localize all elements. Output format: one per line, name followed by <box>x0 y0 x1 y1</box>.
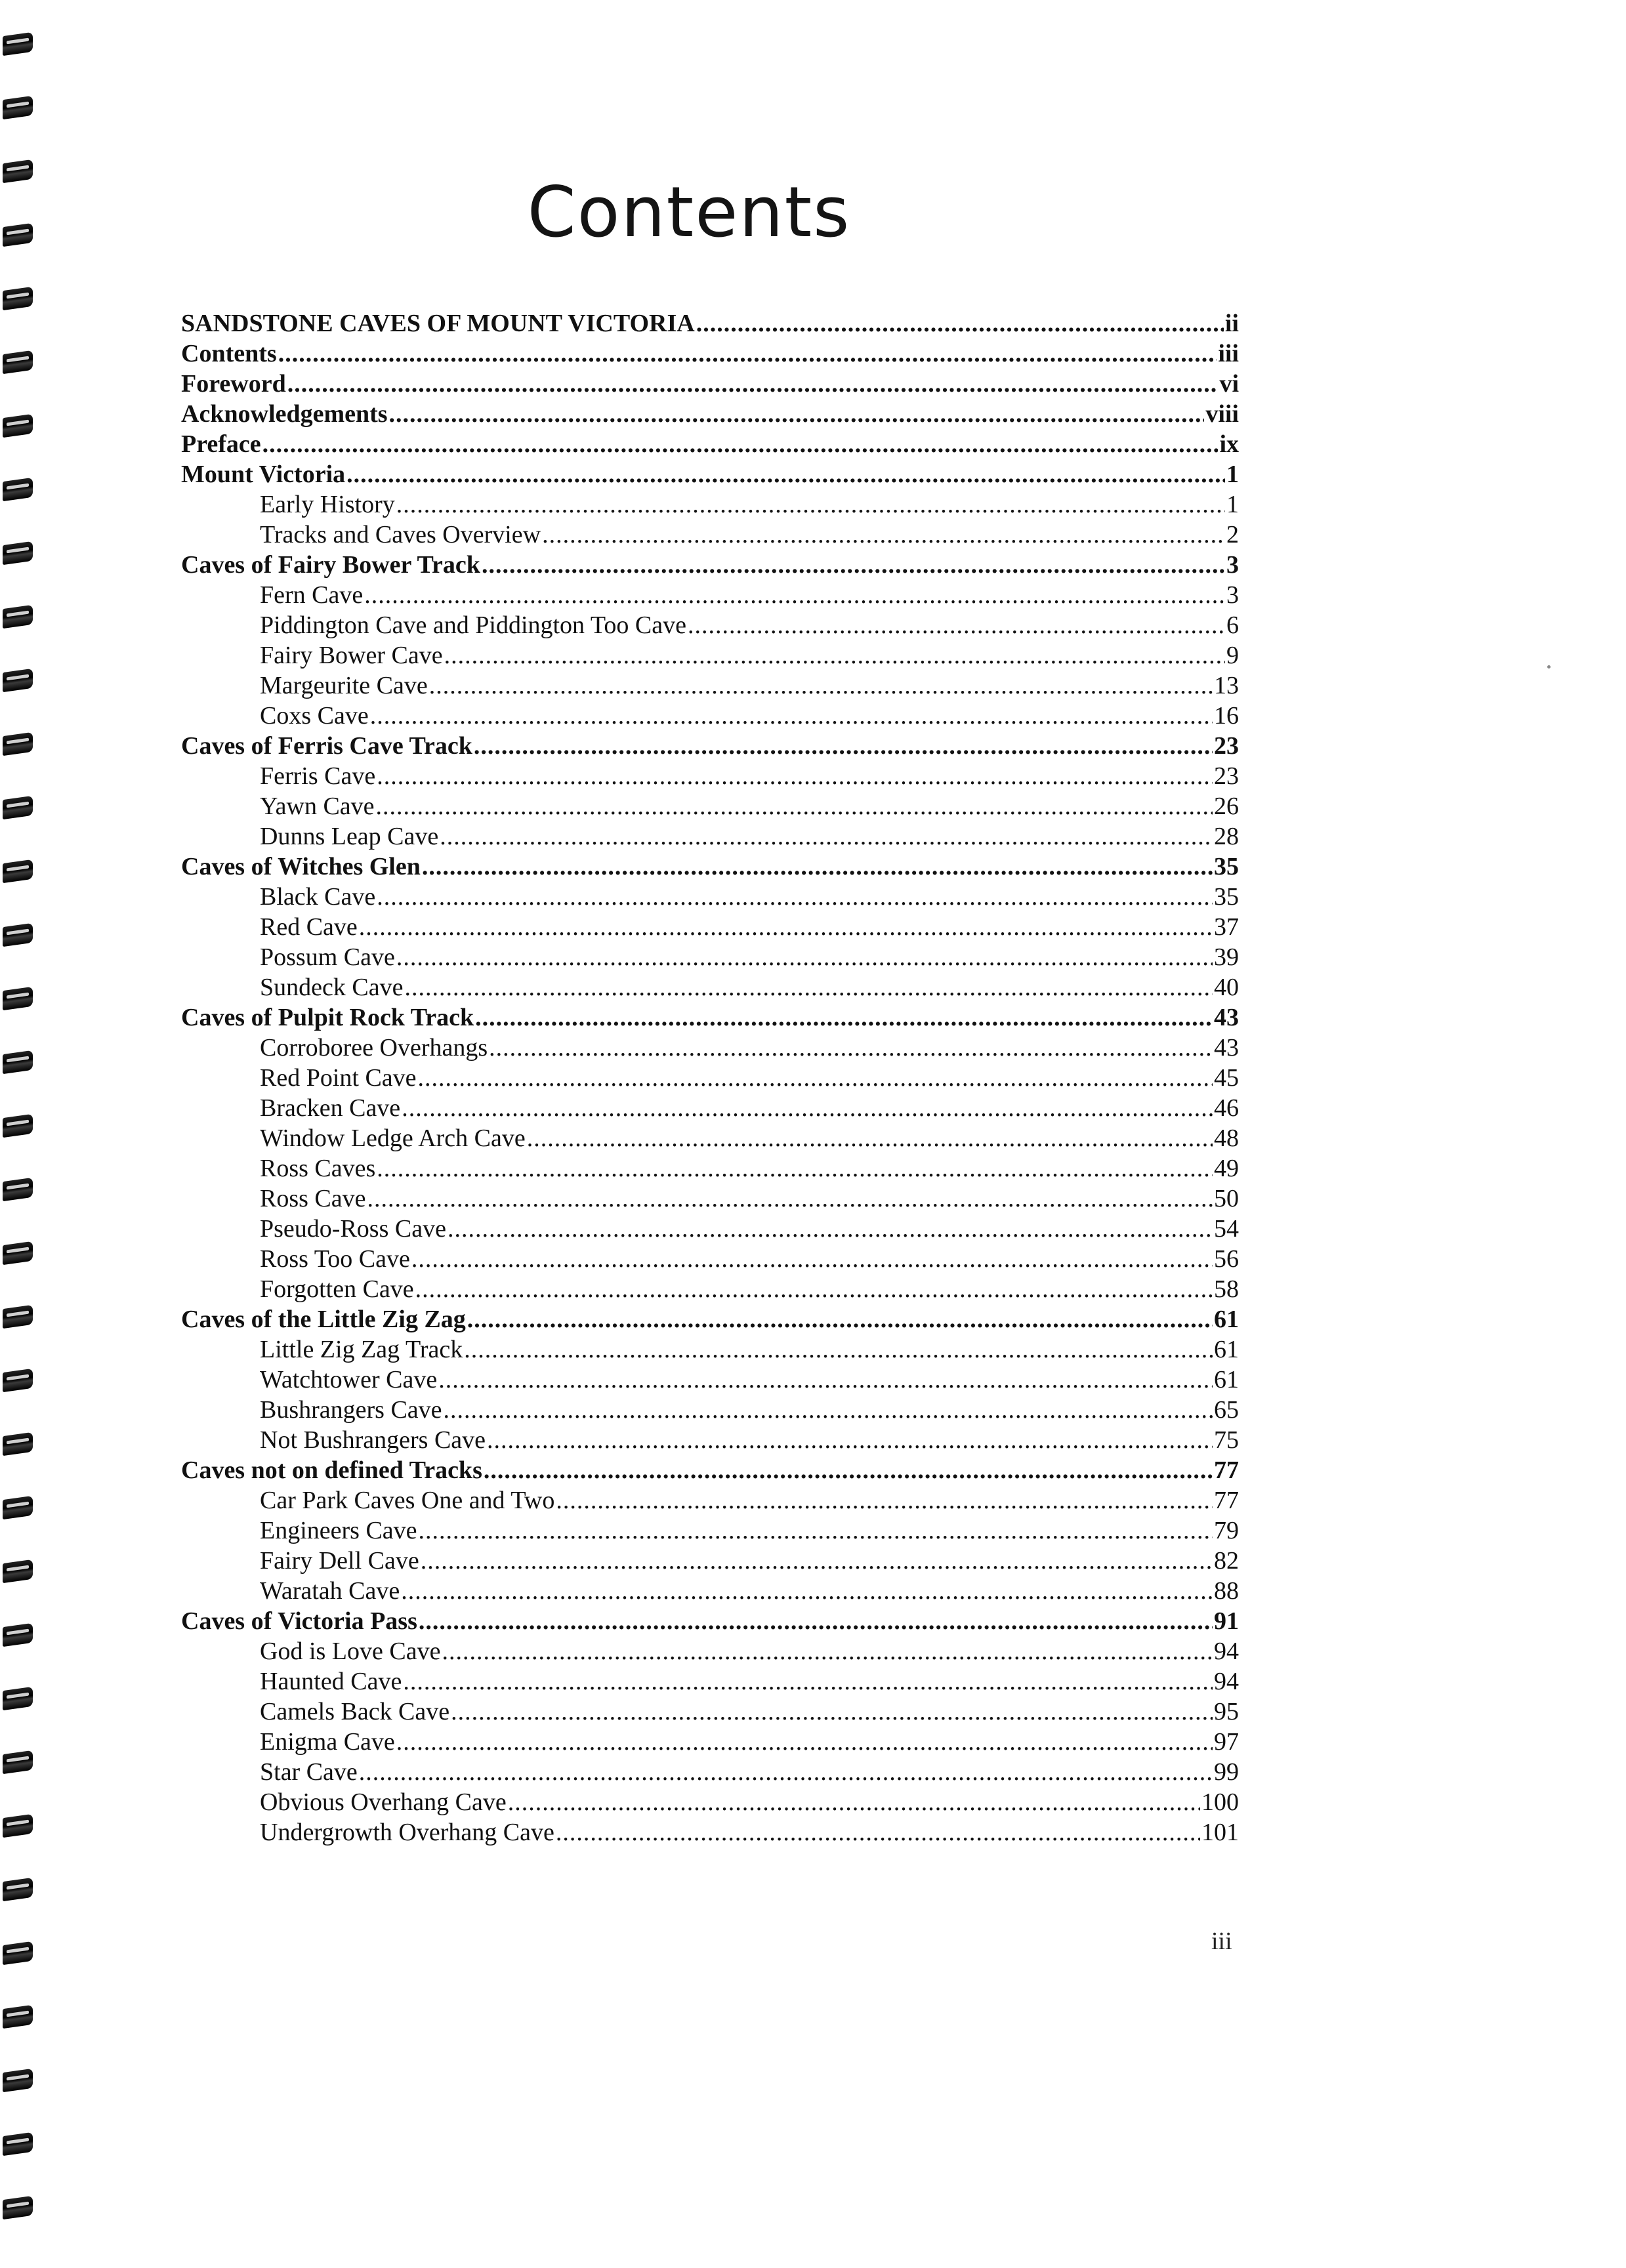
toc-subsection-entry[interactable] <box>181 1485 1239 1515</box>
toc-subsection-entry[interactable] <box>181 1546 1239 1576</box>
toc-subsection-entry[interactable] <box>181 1365 1239 1395</box>
toc-subsection-entry[interactable] <box>181 1576 1239 1606</box>
toc-entry-page: 95 <box>1214 1698 1239 1725</box>
binding-ring <box>3 32 33 56</box>
toc-entry-label: Possum Cave <box>260 943 395 971</box>
toc-dot-leader <box>448 1214 1213 1244</box>
toc-section-entry[interactable] <box>181 429 1239 459</box>
toc-subsection-entry[interactable] <box>181 972 1239 1002</box>
toc-entry-page: 65 <box>1214 1396 1239 1424</box>
toc-dot-leader <box>451 1697 1213 1727</box>
toc-entry-page: 88 <box>1214 1577 1239 1605</box>
toc-entry-label: Acknowledgements <box>181 400 388 428</box>
toc-entry-page: 97 <box>1214 1728 1239 1756</box>
toc-entry-page: 61 <box>1214 1336 1239 1363</box>
binding-ring <box>3 414 33 438</box>
toc-dot-leader <box>418 1063 1213 1093</box>
toc-subsection-entry[interactable] <box>181 912 1239 942</box>
toc-subsection-entry[interactable] <box>181 640 1239 670</box>
binding-ring <box>3 1050 33 1074</box>
toc-entry-label: Red Point Cave <box>260 1064 417 1092</box>
toc-entry-page: 100 <box>1201 1788 1239 1816</box>
toc-dot-leader <box>442 1636 1213 1666</box>
toc-entry-page: 56 <box>1214 1245 1239 1273</box>
toc-entry-label: Car Park Caves One and Two <box>260 1487 555 1514</box>
binding-ring <box>3 732 33 756</box>
binding-ring <box>3 541 33 565</box>
toc-dot-leader <box>688 610 1225 640</box>
toc-subsection-entry[interactable] <box>181 1636 1239 1666</box>
toc-dot-leader <box>359 912 1213 942</box>
toc-entry-label: Obvious Overhang Cave <box>260 1788 507 1816</box>
binding-ring <box>3 96 33 119</box>
toc-subsection-entry[interactable] <box>181 1757 1239 1787</box>
toc-entry-page: 40 <box>1214 974 1239 1001</box>
binding-ring <box>3 478 33 501</box>
toc-dot-leader <box>475 1002 1213 1033</box>
toc-subsection-entry[interactable] <box>181 1395 1239 1425</box>
binding-ring <box>3 796 33 819</box>
toc-entry-label: Fairy Bower Cave <box>260 642 443 669</box>
toc-entry-label: Caves of Victoria Pass <box>181 1607 417 1635</box>
toc-subsection-entry[interactable] <box>181 610 1239 640</box>
toc-dot-leader <box>377 1153 1213 1184</box>
toc-dot-leader <box>438 1365 1213 1395</box>
binding-ring <box>3 605 33 629</box>
toc-entry-page: ix <box>1219 430 1239 458</box>
toc-dot-leader <box>287 369 1219 399</box>
toc-dot-leader <box>376 791 1213 821</box>
toc-subsection-entry[interactable] <box>181 489 1239 520</box>
toc-subsection-entry[interactable] <box>181 670 1239 701</box>
toc-entry-page: 13 <box>1214 672 1239 699</box>
toc-dot-leader <box>440 821 1213 852</box>
toc-dot-leader <box>396 942 1213 972</box>
toc-subsection-entry[interactable] <box>181 701 1239 731</box>
toc-section-entry[interactable] <box>181 731 1239 761</box>
binding-ring <box>3 1750 33 1774</box>
toc-entry-page: 50 <box>1214 1185 1239 1212</box>
toc-entry-label: Ferris Cave <box>260 762 376 790</box>
toc-entry-label: Undergrowth Overhang Cave <box>260 1819 554 1846</box>
page-title: Contents <box>527 172 851 253</box>
toc-entry-label: Engineers Cave <box>260 1517 417 1544</box>
toc-subsection-entry[interactable] <box>181 1244 1239 1274</box>
toc-entry-label: Star Cave <box>260 1758 358 1786</box>
page-number: iii <box>1211 1928 1232 1955</box>
binding-ring <box>3 2069 33 2092</box>
toc-section-entry[interactable] <box>181 1606 1239 1636</box>
toc-entry-page: 1 <box>1226 491 1239 518</box>
toc-entry-label: Caves of the Little Zig Zag <box>181 1306 466 1333</box>
toc-subsection-entry[interactable] <box>181 942 1239 972</box>
toc-entry-label: Tracks and Caves Overview <box>260 521 541 548</box>
toc-entry-label: Caves of Witches Glen <box>181 853 421 880</box>
binding-ring <box>3 350 33 374</box>
toc-dot-leader <box>396 489 1225 520</box>
toc-entry-page: 37 <box>1214 913 1239 941</box>
binding-ring <box>3 1241 33 1265</box>
toc-subsection-entry[interactable] <box>181 1334 1239 1365</box>
toc-entry-label: Window Ledge Arch Cave <box>260 1124 526 1152</box>
toc-dot-leader <box>527 1123 1213 1153</box>
toc-entry-page: 48 <box>1214 1124 1239 1152</box>
toc-subsection-entry[interactable] <box>181 1214 1239 1244</box>
toc-subsection-entry[interactable] <box>181 580 1239 610</box>
toc-subsection-entry[interactable] <box>181 1033 1239 1063</box>
toc-entry-label: Corroboree Overhangs <box>260 1034 488 1062</box>
toc-entry-label: Bracken Cave <box>260 1094 401 1122</box>
toc-dot-leader <box>444 1395 1213 1425</box>
binding-ring <box>3 2196 33 2219</box>
toc-dot-leader <box>508 1787 1200 1817</box>
toc-dot-leader <box>278 339 1217 369</box>
toc-entry-label: Dunns Leap Cave <box>260 823 439 850</box>
toc-section-entry[interactable] <box>181 1002 1239 1033</box>
toc-entry-page: viii <box>1205 400 1239 428</box>
toc-dot-leader <box>487 1425 1213 1455</box>
toc-entry-page: 23 <box>1214 762 1239 790</box>
toc-entry-page: 54 <box>1214 1215 1239 1243</box>
toc-section-entry[interactable] <box>181 399 1239 429</box>
binding-ring <box>3 1623 33 1647</box>
toc-dot-leader <box>415 1274 1213 1304</box>
binding-ring <box>3 1878 33 1901</box>
toc-entry-label: Caves of Fairy Bower Track <box>181 551 480 579</box>
toc-entry-page: 94 <box>1214 1668 1239 1695</box>
toc-dot-leader <box>474 731 1213 761</box>
toc-entry-page: 35 <box>1214 883 1239 911</box>
toc-entry-page: 101 <box>1201 1819 1239 1846</box>
toc-dot-leader <box>419 1515 1213 1546</box>
toc-subsection-entry[interactable] <box>181 1123 1239 1153</box>
toc-entry-label: Sundeck Cave <box>260 974 404 1001</box>
binding-ring <box>3 287 33 310</box>
toc-subsection-entry[interactable] <box>181 1184 1239 1214</box>
toc-entry-page: ii <box>1224 310 1239 337</box>
toc-entry-label: Ross Too Cave <box>260 1245 410 1273</box>
toc-entry-page: 43 <box>1214 1004 1239 1031</box>
spiral-binding <box>0 0 39 2268</box>
toc-section-entry[interactable] <box>181 1304 1239 1334</box>
toc-dot-leader <box>404 972 1213 1002</box>
toc-entry-label: Piddington Cave and Piddington Too Cave <box>260 611 687 639</box>
binding-ring <box>3 1432 33 1456</box>
toc-entry-label: Enigma Cave <box>260 1728 395 1756</box>
toc-dot-leader <box>377 761 1213 791</box>
toc-dot-leader <box>482 550 1225 580</box>
toc-dot-leader <box>262 429 1219 459</box>
toc-dot-leader <box>421 1546 1213 1576</box>
binding-ring <box>3 1496 33 1519</box>
toc-entry-label: Caves not on defined Tracks <box>181 1456 482 1484</box>
toc-subsection-entry[interactable] <box>181 761 1239 791</box>
toc-entry-label: Caves of Ferris Cave Track <box>181 732 472 760</box>
toc-entry-page: 94 <box>1214 1638 1239 1665</box>
toc-entry-label: Not Bushrangers Cave <box>260 1426 486 1454</box>
toc-entry-label: SANDSTONE CAVES OF MOUNT VICTORIA <box>181 310 695 337</box>
toc-entry-label: Yawn Cave <box>260 793 375 820</box>
toc-dot-leader <box>364 580 1225 610</box>
toc-dot-leader <box>346 459 1225 489</box>
toc-entry-page: 58 <box>1214 1275 1239 1303</box>
binding-ring <box>3 1114 33 1138</box>
toc-dot-leader <box>467 1304 1213 1334</box>
toc-dot-leader <box>419 1606 1213 1636</box>
toc-entry-page: 82 <box>1214 1547 1239 1575</box>
toc-entry-page: 99 <box>1214 1758 1239 1786</box>
binding-ring <box>3 987 33 1010</box>
toc-entry-page: 91 <box>1214 1607 1239 1635</box>
toc-entry-page: 45 <box>1214 1064 1239 1092</box>
binding-ring <box>3 1178 33 1201</box>
binding-ring <box>3 2005 33 2029</box>
toc-entry-label: Mount Victoria <box>181 461 346 488</box>
table-of-contents <box>181 308 1239 1847</box>
toc-subsection-entry[interactable] <box>181 882 1239 912</box>
toc-subsection-entry[interactable] <box>181 791 1239 821</box>
toc-dot-leader <box>403 1666 1213 1697</box>
toc-entry-label: Ross Caves <box>260 1155 376 1182</box>
toc-entry-label: Fern Cave <box>260 581 364 609</box>
toc-dot-leader <box>367 1184 1213 1214</box>
toc-entry-label: Watchtower Cave <box>260 1366 438 1393</box>
toc-dot-leader <box>429 670 1213 701</box>
toc-entry-label: Fairy Dell Cave <box>260 1547 419 1575</box>
toc-entry-page: 2 <box>1226 521 1239 548</box>
toc-entry-label: Little Zig Zag Track <box>260 1336 463 1363</box>
toc-entry-label: God is Love Cave <box>260 1638 441 1665</box>
toc-entry-page: 1 <box>1226 461 1239 488</box>
toc-dot-leader <box>359 1757 1213 1787</box>
toc-dot-leader <box>556 1485 1213 1515</box>
toc-dot-leader <box>484 1455 1213 1485</box>
toc-entry-label: Waratah Cave <box>260 1577 400 1605</box>
toc-entry-page: 79 <box>1214 1517 1239 1544</box>
toc-entry-page: 16 <box>1214 702 1239 730</box>
toc-entry-label: Haunted Cave <box>260 1668 402 1695</box>
binding-ring <box>3 1687 33 1710</box>
toc-entry-page: 3 <box>1226 581 1239 609</box>
toc-entry-page: 23 <box>1214 732 1239 760</box>
toc-dot-leader <box>696 308 1224 339</box>
toc-dot-leader <box>542 520 1225 550</box>
toc-entry-page: 61 <box>1214 1306 1239 1333</box>
toc-section-entry[interactable] <box>181 339 1239 369</box>
binding-ring <box>3 1305 33 1329</box>
toc-dot-leader <box>377 882 1213 912</box>
toc-dot-leader <box>556 1817 1200 1847</box>
toc-entry-label: Forgotten Cave <box>260 1275 414 1303</box>
toc-section-entry[interactable] <box>181 550 1239 580</box>
toc-subsection-entry[interactable] <box>181 1515 1239 1546</box>
toc-entry-page: 35 <box>1214 853 1239 880</box>
toc-dot-leader <box>401 1576 1213 1606</box>
toc-entry-page: 39 <box>1214 943 1239 971</box>
toc-subsection-entry[interactable] <box>181 1787 1239 1817</box>
binding-ring <box>3 1369 33 1392</box>
toc-entry-label: Ross Cave <box>260 1185 366 1212</box>
toc-subsection-entry[interactable] <box>181 1666 1239 1697</box>
toc-entry-label: Caves of Pulpit Rock Track <box>181 1004 474 1031</box>
toc-entry-page: 9 <box>1226 642 1239 669</box>
toc-entry-page: 6 <box>1226 611 1239 639</box>
toc-entry-label: Bushrangers Cave <box>260 1396 442 1424</box>
toc-subsection-entry[interactable] <box>181 1817 1239 1847</box>
toc-section-entry[interactable] <box>181 459 1239 489</box>
toc-entry-page: 43 <box>1214 1034 1239 1062</box>
toc-dot-leader <box>396 1727 1213 1757</box>
binding-ring <box>3 1941 33 1965</box>
toc-dot-leader <box>370 701 1213 731</box>
toc-dot-leader <box>489 1033 1213 1063</box>
toc-subsection-entry[interactable] <box>181 1093 1239 1123</box>
toc-entry-page: vi <box>1219 370 1239 398</box>
toc-entry-label: Margeurite Cave <box>260 672 428 699</box>
toc-entry-label: Camels Back Cave <box>260 1698 450 1725</box>
binding-ring <box>3 1814 33 1838</box>
toc-entry-page: 26 <box>1214 793 1239 820</box>
toc-entry-page: 61 <box>1214 1366 1239 1393</box>
toc-entry-label: Black Cave <box>260 883 376 911</box>
toc-entry-page: 3 <box>1226 551 1239 579</box>
toc-entry-label: Foreword <box>181 370 286 398</box>
binding-ring <box>3 859 33 883</box>
toc-entry-label: Preface <box>181 430 261 458</box>
toc-section-entry[interactable] <box>181 852 1239 882</box>
toc-entry-page: iii <box>1218 340 1239 367</box>
toc-section-entry[interactable] <box>181 1455 1239 1485</box>
toc-subsection-entry[interactable] <box>181 1697 1239 1727</box>
toc-entry-page: 46 <box>1214 1094 1239 1122</box>
toc-entry-label: Red Cave <box>260 913 358 941</box>
toc-dot-leader <box>464 1334 1213 1365</box>
scan-speck <box>1547 665 1551 669</box>
toc-dot-leader <box>402 1093 1213 1123</box>
toc-entry-label: Contents <box>181 340 277 367</box>
toc-dot-leader <box>389 399 1205 429</box>
toc-dot-leader <box>411 1244 1213 1274</box>
toc-entry-page: 75 <box>1214 1426 1239 1454</box>
toc-entry-page: 28 <box>1214 823 1239 850</box>
binding-ring <box>3 669 33 692</box>
toc-subsection-entry[interactable] <box>181 1727 1239 1757</box>
toc-entry-label: Coxs Cave <box>260 702 369 730</box>
binding-ring <box>3 1559 33 1583</box>
toc-entry-page: 49 <box>1214 1155 1239 1182</box>
binding-ring <box>3 2132 33 2156</box>
toc-entry-page: 77 <box>1214 1487 1239 1514</box>
toc-dot-leader <box>444 640 1225 670</box>
toc-entry-label: Early History <box>260 491 395 518</box>
toc-subsection-entry[interactable] <box>181 1153 1239 1184</box>
toc-subsection-entry[interactable] <box>181 1063 1239 1093</box>
toc-subsection-entry[interactable] <box>181 1425 1239 1455</box>
toc-dot-leader <box>422 852 1213 882</box>
toc-subsection-entry[interactable] <box>181 520 1239 550</box>
toc-section-entry[interactable] <box>181 308 1239 339</box>
binding-ring <box>3 923 33 947</box>
toc-section-entry[interactable] <box>181 369 1239 399</box>
toc-subsection-entry[interactable] <box>181 821 1239 852</box>
toc-entry-label: Pseudo-Ross Cave <box>260 1215 446 1243</box>
toc-subsection-entry[interactable] <box>181 1274 1239 1304</box>
toc-entry-page: 77 <box>1214 1456 1239 1484</box>
